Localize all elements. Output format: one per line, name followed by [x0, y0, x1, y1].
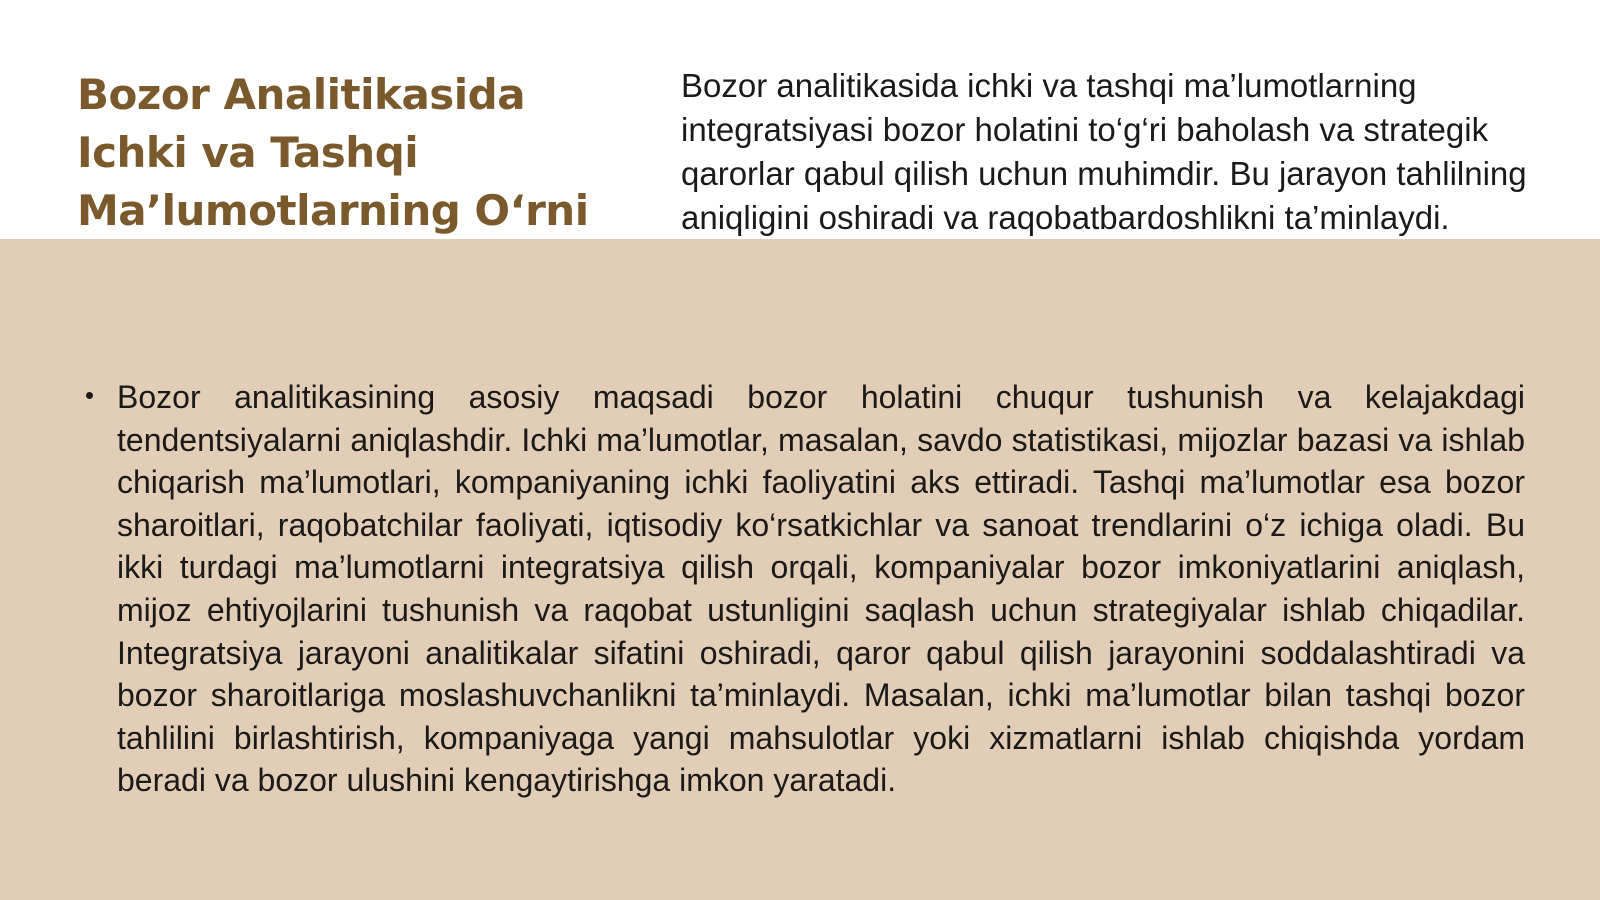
bullet-list — [117, 376, 1525, 802]
bullet-dot-icon — [86, 392, 93, 399]
bullet-text: Bozor analitikasining asosiy maqsadi bozor holatini chuqur tushunish va kelajakdagi tendentsiyalarni aniqlashdir. Ichki ma’lumotlar, masalan, savdo statistikasi, mijozlar bazasi va ishlab chiqarish ma’lumotlari, kompaniyaning ichki faoliyatini aks ettiradi. Tashqi ma’lumotlar esa bozor sharoitlari, raqobatchilar faoliyati, iqtisodiy ko‘rsatkichlar va sanoat trendlarini o‘z ichiga oladi. Bu ikki turdagi ma’lumotlarni integratsiya qilish orqali, kompaniyalar bozor imkoniyatlarini aniqlash, mijoz ehtiyojlarini tushunish va raqobat ustunligini saqlash uchun strategiyalar ishlab chiqadilar. Integratsiya jarayoni analitikalar sifatini oshiradi, qaror qabul qilish jarayonini soddalashtiradi va bozor sharoitlariga moslashuvchanlikni ta’minlaydi. Masalan, ichki ma’lumotlar bilan tashqi bozor tahlilini birlashtirish, kompaniyaga yangi mahsulotlar yoki xizmatlarni ishlab chiqishda yordam beradi va bozor ulushini kengaytirishga imkon yaratadi. — [117, 379, 1525, 799]
slide-title: Bozor Analitikasida Ichki va Tashqi Ma’lumotlarning O‘rni — [77, 70, 589, 235]
intro-paragraph: Bozor analitikasida ichki va tashqi ma’lumotlarning integratsiyasi bozor holatini to‘g‘ri baholash va strategik qarorlar qabul qilish uchun muhimdir. Bu jarayon tahlilning aniqligini oshiradi va raqobatbardoshlikni ta’minlaydi. — [681, 67, 1527, 236]
bullet-item — [117, 376, 1525, 802]
